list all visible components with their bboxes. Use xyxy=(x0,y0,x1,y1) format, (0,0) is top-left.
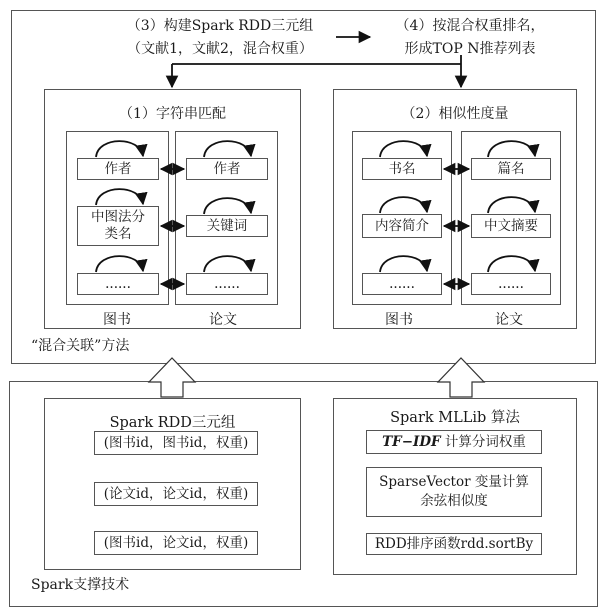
match-arrows xyxy=(161,169,469,284)
mllib-title: Spark MLLib 算法 xyxy=(390,410,520,426)
rdd-book-book-cell: (图书id，图书id，权重) xyxy=(94,431,258,455)
sort-function-cell: RDD排序函数rdd.sortBy xyxy=(366,533,542,555)
panel2-paper-more-cell: ...... xyxy=(471,273,551,295)
rdd-triple-title: Spark RDD三元组 xyxy=(109,415,236,431)
support-label: Spark支撑技术 xyxy=(31,577,130,593)
hollow-up-arrow-right xyxy=(438,358,484,397)
sparse-vector-line1: SparseVector 变量计算 xyxy=(379,474,529,490)
panel1-book-author-cell: 作者 xyxy=(77,158,159,180)
panel1-book-label: 图书 xyxy=(103,312,131,328)
step4-title: （4）按混合权重排名， 形成TOP N推荐列表 xyxy=(395,18,545,57)
panel1-paper-label: 论文 xyxy=(209,312,237,328)
panel2-paper-abstract-cell: 中文摘要 xyxy=(471,214,551,238)
tfidf-term: TF−IDF xyxy=(382,433,441,450)
panel1-paper-author-cell: 作者 xyxy=(186,158,268,180)
panel-similarity-title: （2）相似性度量 xyxy=(401,106,509,122)
panel2-paper-label: 论文 xyxy=(495,312,523,328)
rdd-paper-paper-cell: (论文id，论文id，权重) xyxy=(94,482,258,506)
panel2-book-summary-cell: 内容简介 xyxy=(362,214,442,238)
panel1-paper-more-cell: ...... xyxy=(186,273,268,295)
tfidf-desc: 计算分词权重 xyxy=(440,433,526,450)
hollow-up-arrow-left xyxy=(149,358,195,397)
sparse-vector-line2: 余弦相似度 xyxy=(420,493,488,509)
panel1-paper-keyword-cell: 关键词 xyxy=(186,215,268,237)
fork-arrow xyxy=(172,55,461,87)
self-loop-arcs xyxy=(96,141,535,272)
panel2-book-label: 图书 xyxy=(385,312,413,328)
panel1-book-more-cell: ...... xyxy=(77,273,159,295)
panel1-book-clc-cell: 中图法分类名 xyxy=(77,206,159,246)
rdd-book-paper-cell: (图书id，论文id，权重) xyxy=(94,531,258,555)
panel-string-matching-title: （1）字符串匹配 xyxy=(119,106,226,122)
step3-title: （3）构建Spark RDD三元组 （文献1，文献2，混合权重） xyxy=(126,18,314,57)
panel2-paper-title-cell: 篇名 xyxy=(471,158,551,180)
panel2-book-more-cell: ...... xyxy=(362,273,442,295)
panel2-book-title-cell: 书名 xyxy=(362,158,442,180)
method-label: “混合关联”方法 xyxy=(31,338,130,354)
